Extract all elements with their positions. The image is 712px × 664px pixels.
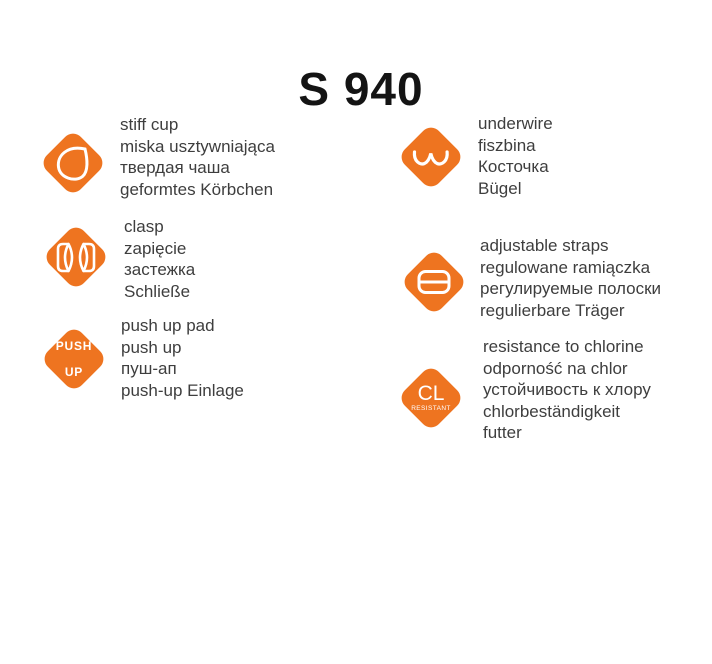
feature-label-line: Schließe bbox=[124, 281, 191, 301]
push-up-badge-line2: UP bbox=[64, 364, 84, 379]
feature-label-line: push up bbox=[121, 337, 182, 357]
stiff-cup-glyph bbox=[39, 129, 107, 197]
feature-label-line: push up pad bbox=[121, 316, 215, 335]
feature-labels bbox=[124, 216, 195, 302]
feature-label-line: underwire bbox=[478, 114, 553, 133]
feature-label-line: застежка bbox=[124, 260, 196, 279]
feature-labels bbox=[121, 315, 244, 401]
feature-label-line: Косточка bbox=[478, 157, 549, 176]
feature-label-line: регулируемые полоски bbox=[480, 279, 662, 298]
feature-label-line: zapięcie bbox=[124, 238, 187, 258]
chlorine-resistant-glyph bbox=[397, 364, 465, 432]
feature-label-line: resistance to chlorine bbox=[483, 337, 644, 356]
feature-label-line: устойчивость к хлору bbox=[483, 380, 651, 399]
feature-label-line: push-up Einlage bbox=[121, 380, 244, 400]
feature-label-line: odporność na chlor bbox=[483, 358, 628, 378]
feature-label-line: Bügel bbox=[478, 178, 522, 198]
adjustable-straps-icon bbox=[400, 248, 468, 316]
push-up-icon bbox=[40, 325, 108, 393]
stiff-cup-icon bbox=[39, 129, 107, 197]
feature-label-line: clasp bbox=[124, 217, 164, 236]
feature-labels bbox=[480, 235, 661, 321]
adjustable-straps-glyph bbox=[400, 248, 468, 316]
feature-label-line: geformtes Körbchen bbox=[120, 179, 274, 199]
page-title: S 940 bbox=[298, 63, 424, 115]
feature-label-line: regulierbare Träger bbox=[480, 300, 625, 320]
feature-label-line: miska usztywniająca bbox=[120, 136, 275, 156]
push-up-badge-line1: PUSH bbox=[55, 338, 93, 353]
clasp-glyph bbox=[42, 223, 110, 291]
feature-label-line: твердая чаша bbox=[120, 158, 230, 177]
underwire-icon bbox=[397, 123, 465, 191]
feature-label-line: fiszbina bbox=[478, 135, 536, 155]
feature-label-line: futter bbox=[483, 423, 522, 442]
feature-labels bbox=[120, 114, 275, 200]
underwire-glyph bbox=[397, 123, 465, 191]
cl-badge-text: CL bbox=[417, 382, 445, 405]
feature-label-line: пуш-ап bbox=[121, 359, 177, 378]
feature-labels bbox=[478, 113, 553, 199]
feature-labels bbox=[483, 336, 651, 444]
feature-label-line: regulowane ramiączka bbox=[480, 257, 651, 277]
feature-label-line: stiff cup bbox=[120, 115, 179, 134]
feature-label-line: chlorbeständigkeit bbox=[483, 401, 621, 421]
chlorine-resistant-icon bbox=[397, 364, 465, 432]
cl-badge-subtext: RESISTANT bbox=[411, 405, 451, 412]
clasp-icon bbox=[42, 223, 110, 291]
feature-label-line: adjustable straps bbox=[480, 236, 609, 255]
push-up-glyph bbox=[40, 325, 108, 393]
